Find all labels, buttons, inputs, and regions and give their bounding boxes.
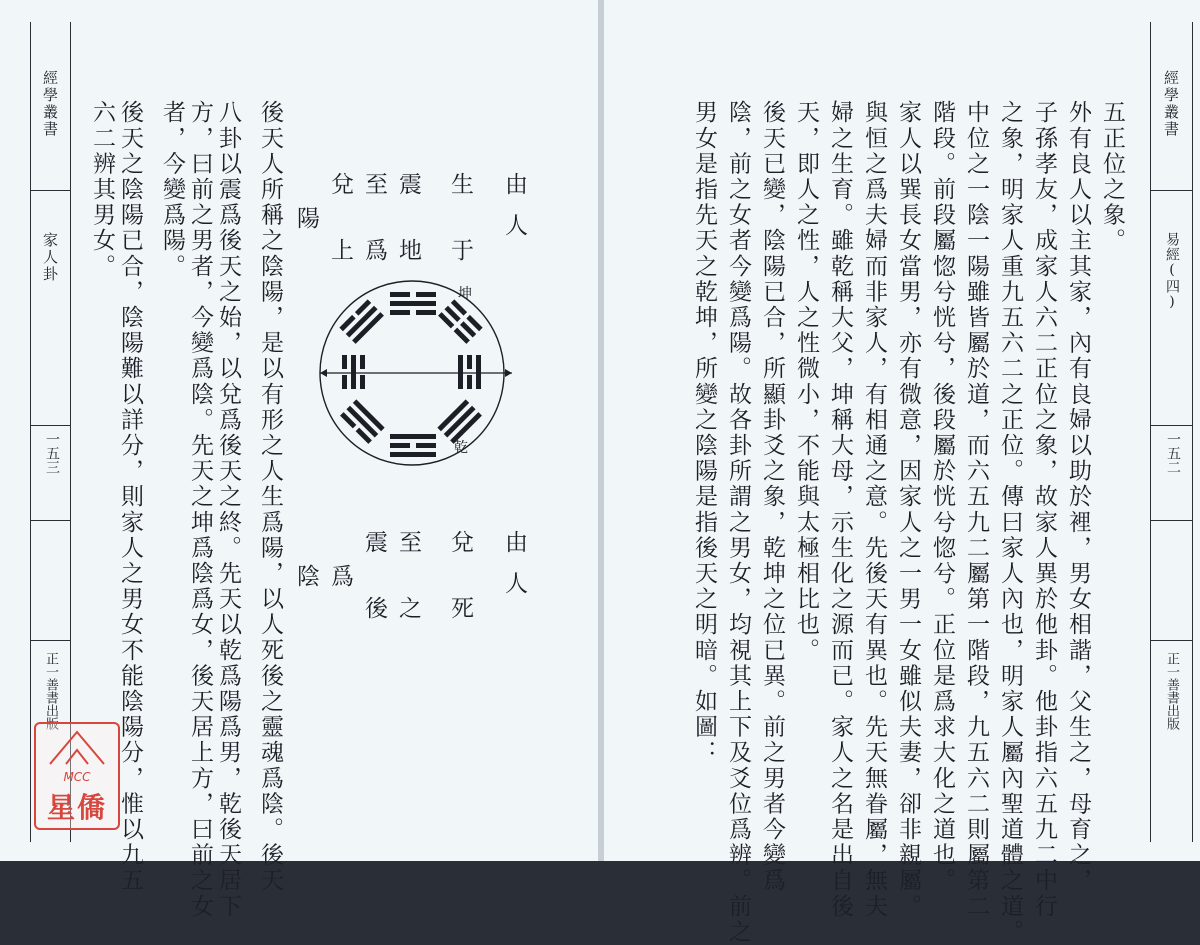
- text-column: 子孫孝友，成家人六二正位之象，故家人異於他卦。他卦指六五九二中行: [1031, 100, 1057, 920]
- stamp-sub: MCC: [63, 770, 91, 784]
- text-column: 八卦以震爲後天之始，以兌爲後天之終。先天以乾爲陽爲男，乾後天居下: [215, 100, 241, 920]
- margin-line-outer: [1192, 22, 1193, 842]
- margin-book-title: 易經(四): [1164, 232, 1180, 311]
- arrow-right: [505, 369, 512, 377]
- formula-char: 生 于: [447, 172, 473, 271]
- formula-char: 爲: [327, 564, 353, 597]
- text-column: 後天已變，陰陽已合，所顯卦爻之象，乾坤之位已異。前之男者今變爲: [759, 100, 785, 894]
- text-column: 之象，明家人重九五六二之正位。傳曰家人內也，明家人屬內聖道體之道。: [997, 100, 1023, 945]
- text-column: 階段。前段屬惚兮恍兮，後段屬於恍兮惚兮。正位是爲求大化之道也。: [929, 100, 955, 894]
- arrow-left: [320, 369, 327, 377]
- text-column: 陰，前之女者今變爲陽。故各卦所謂之男女，均視其上下及爻位爲辨。前之: [725, 100, 751, 945]
- text-column: 中位之一陰一陽雖皆屬於道，而六五九二屬第一階段，九五六二則屬第二: [963, 100, 989, 920]
- publisher-name: 正一善書出版: [1164, 652, 1179, 730]
- formula-char: 至 之: [395, 530, 421, 629]
- text-column: 與恒之爲夫婦而非家人，有相通之意。先後天有異也。先天無眷屬，無夫: [861, 100, 887, 920]
- margin-divider: [30, 190, 70, 191]
- label-qian: 乾: [454, 440, 468, 456]
- trigram-top-left: [339, 299, 384, 344]
- watermark-stamp: [34, 722, 120, 830]
- page-number: 一五二: [1165, 432, 1181, 474]
- trigram-bottom: [390, 434, 436, 457]
- trigram-top: [390, 292, 436, 315]
- margin-series-title: 經學叢書: [41, 70, 59, 138]
- text-column: 方，曰前之男者，今變爲陰。先天之坤爲陰爲女，後天居上方，曰前之女: [187, 100, 213, 920]
- margin-line-outer: [30, 22, 31, 842]
- text-column: 後天人所稱之陰陽，是以有形之人生爲陽，以人死後之靈魂爲陰。後天: [257, 100, 283, 894]
- formula-char: 由人: [501, 530, 527, 612]
- trigram-bottom-right: [437, 399, 482, 444]
- left-page: [0, 0, 598, 920]
- margin-chapter-title: 家人卦: [41, 232, 59, 283]
- formula-char: 震 地: [395, 172, 421, 271]
- formula-char: 陽: [293, 206, 319, 239]
- formula-char: 陰: [293, 564, 319, 597]
- trigram-left: [342, 355, 365, 389]
- text-column: 六二辨其男女。: [89, 100, 115, 280]
- trigram-right: [458, 355, 481, 389]
- formula-char: 由人: [501, 172, 527, 254]
- text-column: 天，即人之性，人之性微小，不能與太極相比也。: [793, 100, 819, 664]
- margin-divider: [1150, 190, 1192, 191]
- page-number: 一五三: [44, 432, 60, 474]
- margin-divider: [1150, 640, 1192, 641]
- margin-divider: [30, 520, 70, 521]
- margin-divider: [1150, 425, 1192, 426]
- stamp-main: 星僑: [46, 791, 107, 824]
- margin-line-inner: [70, 22, 71, 842]
- text-column: 五正位之象。: [1099, 100, 1125, 254]
- text-column: 外有良人以主其家，內有良婦以助於裡，男女相諧，父生之，母育之，: [1065, 100, 1091, 894]
- margin-divider: [1150, 520, 1192, 521]
- formula-char: 兌 死: [447, 530, 473, 629]
- text-column: 家人以巽長女當男，亦有微意，因家人之一男一女雖似夫妻，卻非親屬。: [895, 100, 921, 920]
- publisher-name: 正一善書出版: [43, 652, 58, 730]
- label-kun: 坤: [458, 286, 472, 302]
- stamp-roof-icon: [36, 724, 118, 770]
- margin-line-inner: [1150, 22, 1151, 842]
- text-column: 後天之陰陽已合，陰陽難以詳分，則家人之男女不能陰陽分，惟以九五: [117, 100, 143, 894]
- margin-series-title: 經學叢書: [1162, 70, 1180, 138]
- text-column: 男女是指先天之乾坤，所變之陰陽是指後天之明暗。如圖：: [691, 100, 717, 766]
- formula-char: 兌 上: [327, 172, 353, 271]
- margin-divider: [30, 425, 70, 426]
- margin-divider: [30, 640, 70, 641]
- text-column: 婦之生育。雖乾稱大父，坤稱大母，示生化之源而已。家人之名是出自後: [827, 100, 853, 920]
- right-page: [604, 0, 1200, 945]
- formula-char: 至 爲: [361, 172, 387, 271]
- text-column: 者，今變爲陽。: [159, 100, 185, 280]
- formula-char: 震 後: [361, 530, 387, 629]
- bagua-diagram: [300, 270, 530, 480]
